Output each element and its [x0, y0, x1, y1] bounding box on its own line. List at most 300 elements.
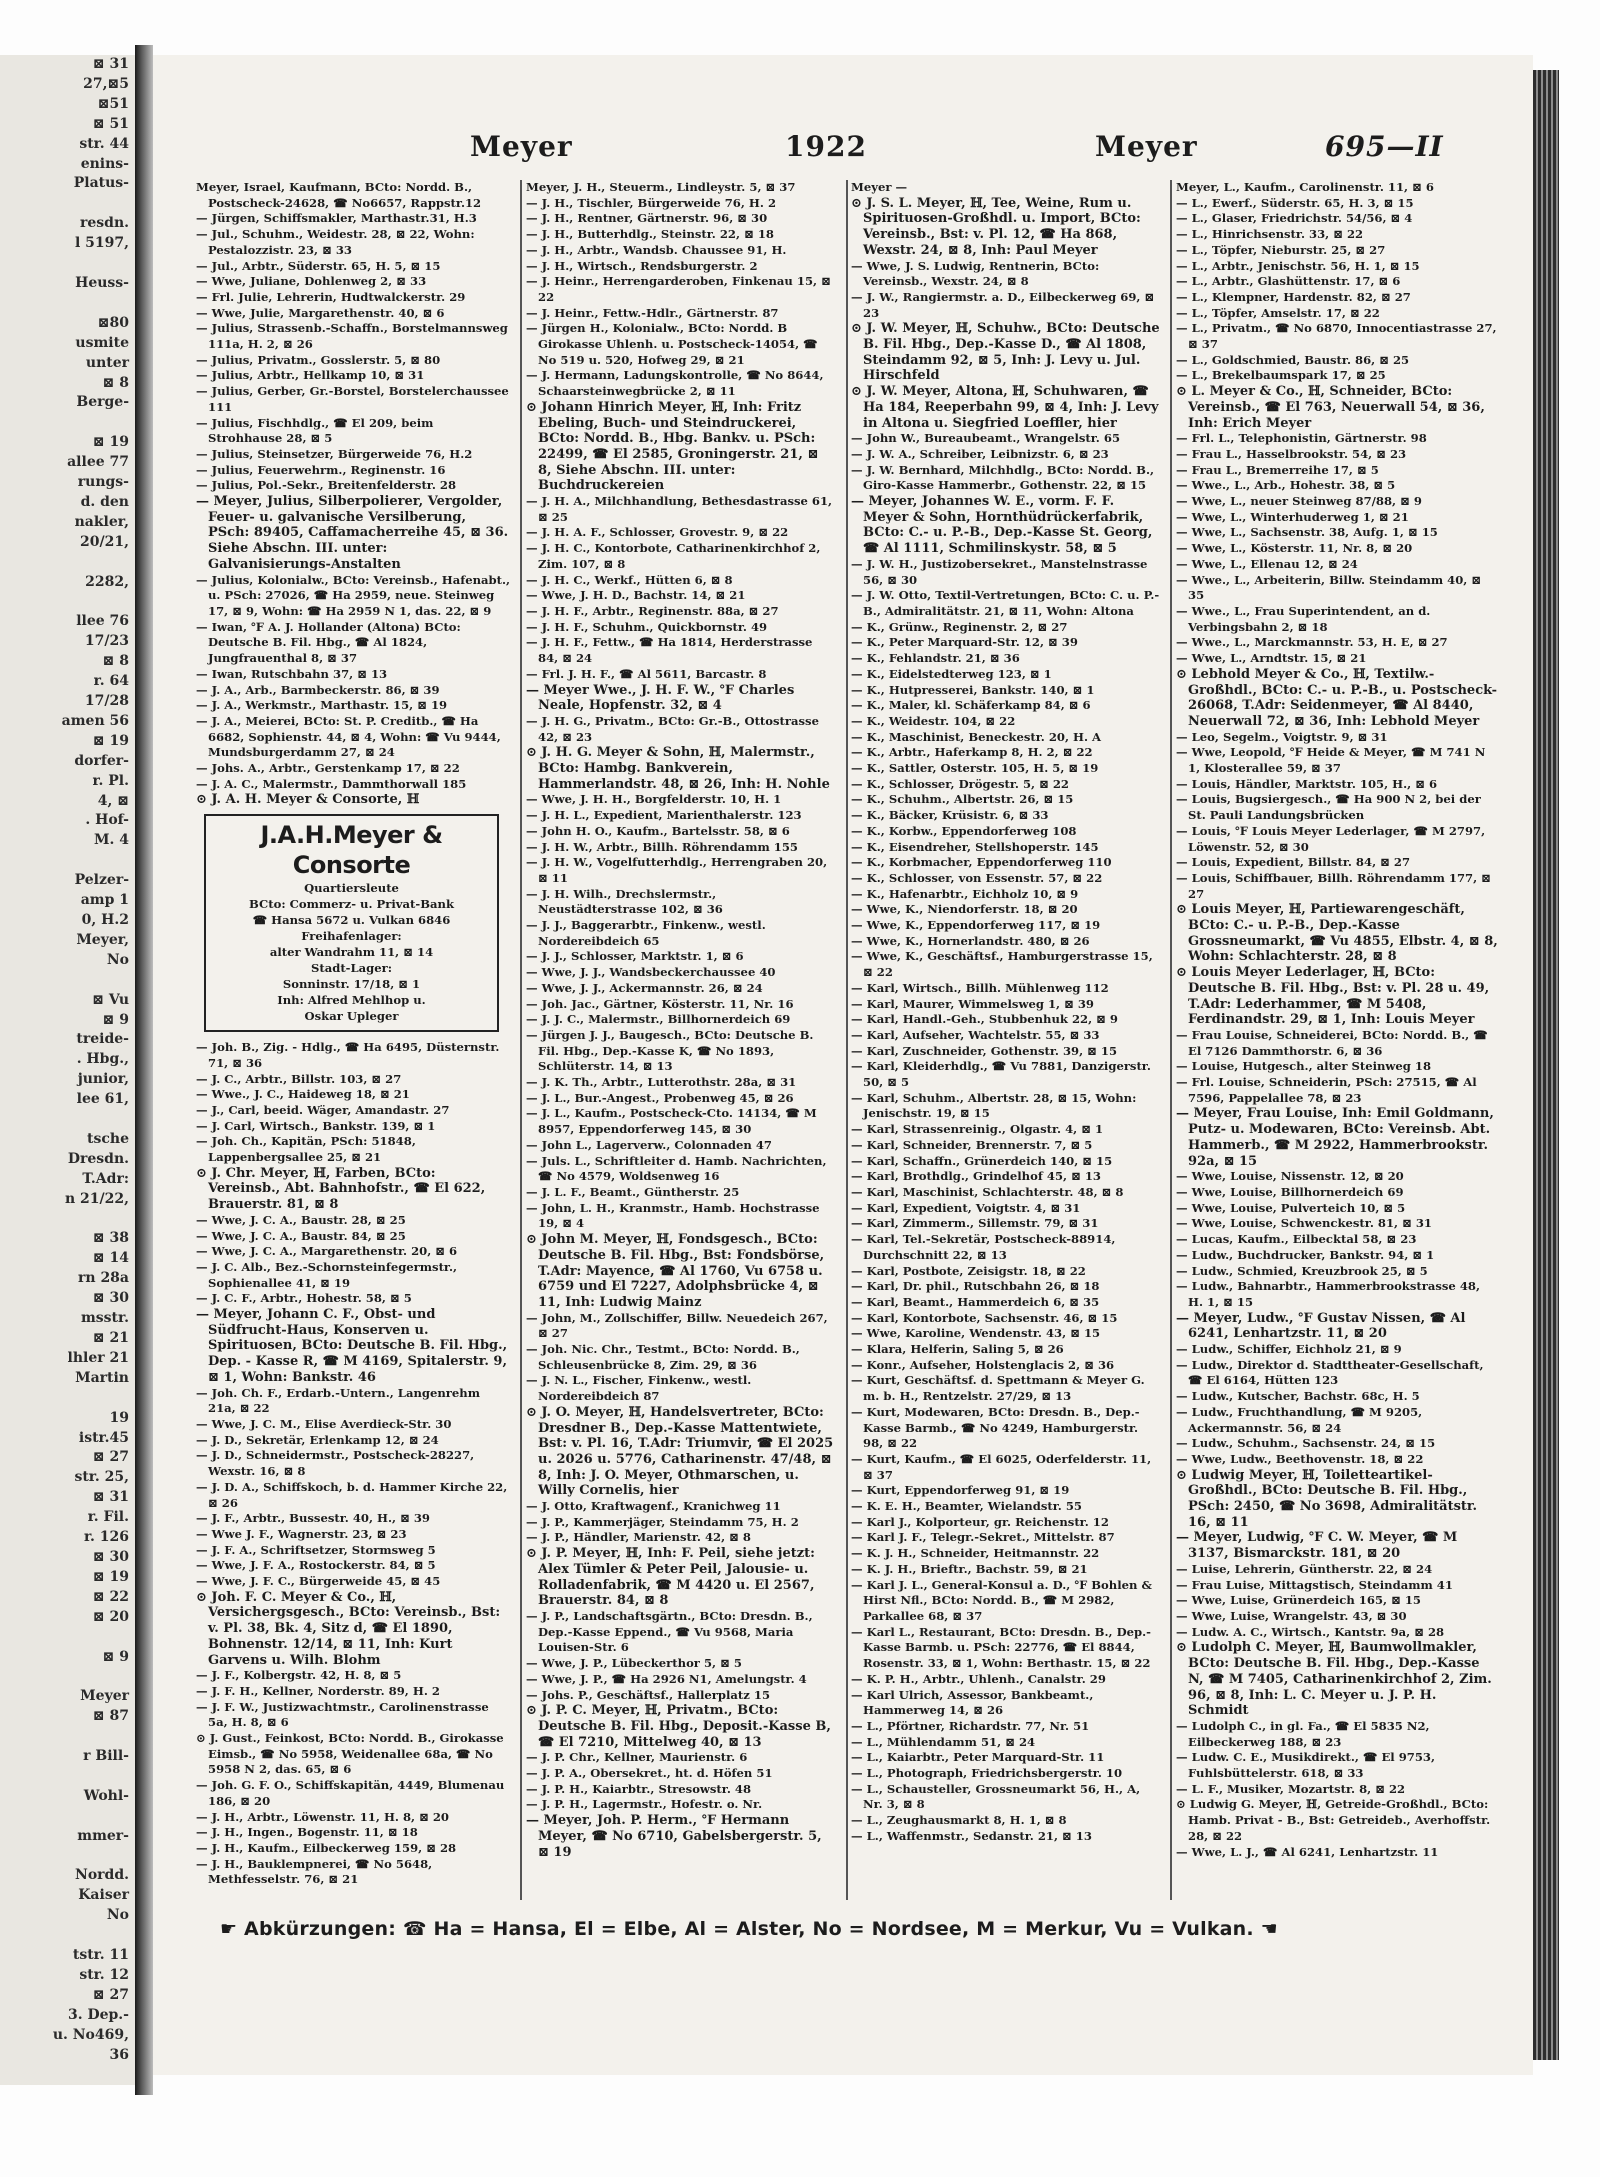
- header-name-right: Meyer: [1095, 130, 1198, 163]
- directory-entry: — L., Arbtr., Jenischstr. 56, H. 1, ⊠ 15: [1176, 258, 1420, 273]
- directory-entry: — K. P. H., Arbtr., Uhlenh., Canalstr. 29: [851, 1671, 1106, 1686]
- directory-entry: — Wwe, K., Hornerlandstr. 480, ⊠ 26: [851, 933, 1090, 948]
- directory-entry: — J. C., Arbtr., Billstr. 103, ⊠ 27: [196, 1071, 402, 1086]
- directory-entry: — Wwe, Juliane, Dohlenweg 2, ⊠ 33: [196, 274, 427, 289]
- previous-page-fragment: r. Pl.: [92, 772, 129, 789]
- directory-entry: — J. H. A., Milchhandlung, Bethesdastrasse 61, ⊠ 25: [526, 494, 833, 524]
- directory-entry: ⊙ Ludwig G. Meyer, ℍ, Getreide-Großhdl., BCto: Hamb. Privat - B., Bst: Getreideb., Averhoffstr. 28, ⊠ 22: [1176, 1797, 1491, 1843]
- previous-page-fragment: ⊠ 19: [92, 434, 129, 451]
- directory-entry: — Joh. Ch., Kapitän, PSch: 51848, Lappenbergsallee 25, ⊠ 21: [196, 1134, 416, 1165]
- directory-entry: — K., Maler, kl. Schäferkamp 84, ⊠ 6: [851, 698, 1091, 713]
- previous-page-fragment: Heuss-: [75, 274, 129, 291]
- directory-entry: — Lucas, Kaufm., Eilbecktal 58, ⊠ 23: [1176, 1232, 1417, 1247]
- firm-entry: ⊙ J. W. Meyer, Altona, ℍ, Schuhwaren, ☎ Ha 184, Reeperbahn 99, ⊠ 4, Inh: J. Levy in Altona u. Siegfried Loeffler, hier: [851, 384, 1159, 431]
- directory-entry: — J. W., Rangiermstr. a. D., Eilbeckerweg 69, ⊠ 23: [851, 289, 1155, 320]
- directory-entry: — Wwe, Louise, Billhornerdeich 69: [1176, 1185, 1404, 1199]
- firm-entry: ⊙ J. Chr. Meyer, ℍ, Farben, BCto: Vereinsb., Abt. Bahnhofstr., ☎ El 622, Brauerstr. 81, ⊠ 8: [196, 1165, 486, 1213]
- previous-page-fragment: n 21/22,: [64, 1190, 129, 1207]
- directory-entry: — Wwe, J. C. A., Baustr. 84, ⊠ 25: [196, 1228, 406, 1243]
- directory-entry: — K., Schlosser, von Essenstr. 57, ⊠ 22: [851, 870, 1103, 885]
- directory-entry: — J. F. A., Schriftsetzer, Stormsweg 5: [196, 1542, 436, 1557]
- directory-entry: — L., Pförtner, Richardstr. 77, Nr. 51: [851, 1718, 1090, 1733]
- directory-entry: — Frau Louise, Schneiderei, BCto: Nordd. B., ☎ El 7126 Dammthorstr. 6, ⊠ 36: [1176, 1027, 1488, 1058]
- directory-entry: — J. H. C., Werkf., Hütten 6, ⊠ 8: [526, 572, 733, 587]
- directory-entry: — L., Mühlendamm 51, ⊠ 24: [851, 1734, 1036, 1749]
- directory-entry: — Jürgen J. J., Baugesch., BCto: Deutsche B. Fil. Hbg., Dep.-Kasse K, ☎ No 1893, Schlüterstr. 14, ⊠ 13: [526, 1027, 814, 1074]
- directory-entry: — Ludw., Schiffer, Eichholz 21, ⊠ 9: [1176, 1342, 1402, 1357]
- directory-entry: — J. W. Otto, Textil-Vertretungen, BCto: C. u. P.-B., Admiralitätstr. 21, ⊠ 11, Wohn: Altona: [851, 588, 1160, 618]
- directory-entry: — Johs. A., Arbtr., Gerstenkamp 17, ⊠ 22: [196, 761, 460, 776]
- directory-entry: — Karl, Maschinist, Schlachterstr. 48, ⊠ 8: [851, 1185, 1124, 1199]
- header-name-left: Meyer: [470, 130, 573, 163]
- directory-entry: — L., Ewerf., Süderstr. 65, H. 3, ⊠ 15: [1176, 195, 1414, 210]
- previous-page-fragment: ⊠ 8: [102, 653, 129, 670]
- directory-entry: — Karl J. L., General-Konsul a. D., ℉ Bohlen & Hirst Nfl., BCto: Nordd. B., ☎ M 2982, Parkallee 68, ⊠ 37: [851, 1577, 1152, 1623]
- directory-entry: — Wwe, L., Ellenau 12, ⊠ 24: [1176, 556, 1358, 571]
- previous-page-fragment: msstr.: [80, 1310, 129, 1327]
- directory-entry: — J. D., Sekretär, Erlenkamp 12, ⊠ 24: [196, 1432, 439, 1447]
- directory-entry: — Jürgen H., Kolonialw., BCto: Nordd. B Girokasse Uhlenh. u. Postscheck-14054, ☎ No 519 u. 520, Hofweg 29, ⊠ 21: [526, 321, 818, 367]
- previous-page-fragment: r Bill-: [83, 1748, 129, 1765]
- previous-page-fragment: ⊠ 31: [92, 1489, 129, 1506]
- directory-entry: — L., Kaiarbtr., Peter Marquard-Str. 11: [851, 1750, 1105, 1765]
- previous-page-fragment: u. No469,: [52, 2026, 129, 2043]
- abbreviations-footer: ☛ Abkürzungen: ☎ Ha = Hansa, El = Elbe, Al = Alster, No = Nordsee, M = Merkur, Vu = Vulkan. ☚: [220, 1918, 1278, 1940]
- directory-entry: — J. Hermann, Ladungskontrolle, ☎ No 8644, Schaarsteinwegbrücke 2, ⊠ 11: [526, 368, 824, 399]
- previous-page-fragment: 17/23: [84, 633, 129, 650]
- previous-page-fragment: Martin: [75, 1369, 129, 1386]
- previous-page-fragment: ⊠ 30: [92, 1290, 129, 1307]
- previous-page-fragment: dorfer-: [74, 752, 129, 769]
- previous-page-fragment: lhler 21: [67, 1349, 129, 1366]
- firm-entry: — Meyer, Ludwig, ℉ C. W. Meyer, ☎ M 3137, Bismarckstr. 181, ⊠ 20: [1176, 1530, 1458, 1562]
- directory-entry: — J. H., Wirtsch., Rendsburgerstr. 2: [526, 258, 758, 273]
- directory-entry: — Wwe, J. F. A., Rostockerstr. 84, ⊠ 5: [196, 1558, 436, 1573]
- previous-page-fragment: rungs-: [77, 474, 129, 491]
- firm-entry: ⊙ John M. Meyer, ℍ, Fondsgesch., BCto: Deutsche B. Fil. Hbg., Bst: Fondsbörse, T.Adr: Mayence, ☎ Al 1760, Vu 6758 u. 6759 und El 7227, Adolphsbrücke 4, ⊠ 11, Inh: Ludwig Mainz: [526, 1232, 825, 1310]
- previous-page-fragment: [0, 592, 135, 612]
- previous-page-fragment: [0, 194, 135, 214]
- directory-entry: — K., Grünw., Reginenstr. 2, ⊠ 27: [851, 619, 1068, 634]
- firm-entry: ⊙ J. A. H. Meyer & Consorte, ℍ: [196, 792, 420, 808]
- directory-entry: — Wwe, J. P., Lübeckerthor 5, ⊠ 5: [526, 1656, 742, 1671]
- directory-entry: — J. D., Schneidermstr., Postscheck-28227, Wexstr. 16, ⊠ 8: [196, 1448, 475, 1479]
- directory-entry: — J. H. Wilh., Drechslermstr., Neustädterstrasse 102, ⊠ 36: [526, 886, 723, 917]
- directory-entry: — Ludw., Bahnarbtr., Hammerbrookstrasse 48, H. 1, ⊠ 15: [1176, 1279, 1480, 1309]
- previous-page-fragment: ⊠80: [97, 314, 129, 331]
- directory-entry: — Karl, Strassenreinig., Olgastr. 4, ⊠ 1: [851, 1122, 1104, 1137]
- previous-page-fragment: tstr. 11: [72, 1947, 129, 1964]
- directory-entry: — Wwe, L., neuer Steinweg 87/88, ⊠ 9: [1176, 494, 1422, 509]
- directory-entry: — J. W. Bernhard, Milchhdlg., BCto: Nordd. B., Giro-Kasse Hammerbr., Gothenstr. 22, ⊠ 15: [851, 462, 1155, 493]
- directory-entry: — Wwe, Ludw., Beethovenstr. 18, ⊠ 22: [1176, 1451, 1424, 1466]
- previous-page-fragment: Nordd.: [75, 1867, 129, 1884]
- directory-entry: — J. J., Schlosser, Marktstr. 1, ⊠ 6: [526, 949, 744, 964]
- directory-entry: — K. E. H., Beamter, Wielandstr. 55: [851, 1499, 1082, 1514]
- directory-entry: — Konr., Aufseher, Holstenglacis 2, ⊠ 36: [851, 1357, 1115, 1372]
- previous-page-fragment: ⊠ 27: [92, 1986, 129, 2003]
- directory-entry: — L., Privatm., ☎ No 6870, Innocentiastrasse 27, ⊠ 37: [1176, 321, 1497, 352]
- directory-entry: — Wwe, J. C. M., Elise Averdieck-Str. 30: [196, 1417, 452, 1431]
- advertisement-line: Sonninstr. 17/18, ⊠ 1: [282, 977, 421, 992]
- directory-entry: — Louis, Bugsiergesch., ☎ Ha 900 N 2, bei der St. Pauli Landungsbrücken: [1176, 792, 1481, 823]
- column-2: [526, 180, 836, 1905]
- firm-entry: — Meyer Wwe., J. H. F. W., ℉ Charles Neale, Hopfenstr. 32, ⊠ 4: [526, 682, 795, 714]
- firm-entry: ⊙ Louis Meyer, ℍ, Partiewarengeschäft, BCto: C.- u. P.-B., Dep.-Kasse Grossneumarkt, ☎ Vu 4855, Elbstr. 4, ⊠ 8, Wohn: Schlachterstr. 28, ⊠ 8: [1176, 902, 1498, 965]
- firm-entry: ⊙ L. Meyer & Co., ℍ, Schneider, BCto: Vereinsb., ☎ El 763, Neuerwall 54, ⊠ 36, Inh: Erich Meyer: [1176, 384, 1485, 431]
- directory-entry: — J. P. H., Lagermstr., Hofestr. o. Nr.: [526, 1797, 763, 1812]
- previous-page-fragment: ⊠ 87: [92, 1708, 129, 1725]
- previous-page-fragment: ⊠ 20: [92, 1608, 129, 1625]
- directory-entry: — K., Sattler, Osterstr. 105, H. 5, ⊠ 19: [851, 761, 1099, 776]
- directory-entry: — J. Otto, Kraftwagenf., Kranichweg 11: [526, 1499, 781, 1514]
- previous-page-fragment: ⊠ Vu: [92, 991, 129, 1008]
- previous-page-fragment: Meyer,: [76, 931, 129, 948]
- directory-entry: — Ludolph C., in gl. Fa., ☎ El 5835 N2, Eilbeckerweg 188, ⊠ 23: [1176, 1718, 1430, 1749]
- directory-entry: — Joh. G. F. O., Schiffskapitän, 4449, Blumenau 186, ⊠ 20: [196, 1778, 505, 1808]
- directory-entry: — Julius, Gerber, Gr.-Borstel, Borstelerchaussee 111: [196, 384, 509, 414]
- directory-entry: — J. J., Baggerarbtr., Finkenw., westl. Nordereibdeich 65: [526, 918, 766, 948]
- directory-entry: — Karl, Zimmerm., Sillemstr. 79, ⊠ 31: [851, 1216, 1099, 1231]
- directory-entry: — J. W. H., Justizobersekret., Manstelnstrasse 56, ⊠ 30: [851, 556, 1148, 587]
- directory-entry: — Karl, Schneider, Brennerstr. 7, ⊠ 5: [851, 1137, 1093, 1152]
- directory-entry: — Frl. Julie, Lehrerin, Hudtwalckerstr. 29: [196, 289, 466, 304]
- column-3: [851, 180, 1161, 1905]
- firm-entry: — Meyer, Joh. P. Herm., ℉ Hermann Meyer, ☎ No 6710, Gabelsbergerstr. 5, ⊠ 19: [526, 1813, 822, 1860]
- advertisement-line: Inh: Alfred Mehlhop u.: [277, 993, 426, 1008]
- firm-entry: ⊙ Lebhold Meyer & Co., ℍ, Textilw.-Großhdl., BCto: C.- u. P.-B., u. Postscheck-26068, T.Adr: Seidenmeyer, ☎ Al 8440, Neuerwall 72, ⊠ 36, Inh: Lebhold Meyer: [1176, 666, 1497, 729]
- previous-page-fragment: [0, 851, 135, 871]
- directory-entry: — L., Schausteller, Grossneumarkt 56, H., A, Nr. 3, ⊠ 8: [851, 1781, 1141, 1812]
- previous-page-fragment: [0, 1110, 135, 1130]
- previous-page-fragment: allee 77: [67, 454, 129, 471]
- directory-entry: — Wwe, Julie, Margarethenstr. 40, ⊠ 6: [196, 305, 445, 320]
- advertisement-line: BCto: Commerz- u. Privat-Bank: [249, 897, 454, 912]
- directory-entry: — Juls. L., Schriftleiter d. Hamb. Nachrichten, ☎ No 4579, Woldsenweg 16: [526, 1153, 827, 1184]
- directory-entry: — Louis, Schiffbauer, Billh. Röhrendamm 177, ⊠ 27: [1176, 870, 1491, 901]
- directory-entry: — J., Carl, beeid. Wäger, Amandastr. 27: [196, 1102, 450, 1117]
- column-1: [196, 180, 511, 1905]
- previous-page-fragment: mmer-: [77, 1827, 129, 1844]
- header-year: 1922: [785, 130, 867, 163]
- directory-entry: — K., Peter Marquard-Str. 12, ⊠ 39: [851, 635, 1078, 650]
- directory-entry: — J. P. H., Kaiarbtr., Stresowstr. 48: [526, 1781, 752, 1796]
- previous-page-fragment: [0, 1926, 135, 1946]
- directory-entry: — J. A., Meierei, BCto: St. P. Creditb., ☎ Ha 6682, Sophienstr. 44, ⊠ 4, Wohn: ☎ Vu 9444, Mundsburgerdamm 27, ⊠ 24: [196, 713, 501, 760]
- directory-entry: — J. P. Chr., Kellner, Maurienstr. 6: [526, 1750, 748, 1765]
- firm-entry: ⊙ J. H. G. Meyer & Sohn, ℍ, Malermstr., BCto: Hambg. Bankverein, Hammerlandstr. 48, ⊠ 26, Inh: H. Nohle: [526, 745, 830, 792]
- directory-entry: — Karl, Handl.-Geh., Stubbenhuk 22, ⊠ 9: [851, 1012, 1119, 1027]
- directory-entry: — J. A. C., Malermstr., Dammthorwall 185: [196, 776, 467, 791]
- directory-entry: — Wwe, K., Niendorferstr. 18, ⊠ 20: [851, 902, 1078, 917]
- previous-page-fragment: [0, 1667, 135, 1687]
- previous-page-fragment: [0, 971, 135, 991]
- directory-entry: Meyer, J. H., Steuerm., Lindleystr. 5, ⊠ 37: [526, 180, 796, 194]
- directory-entry: — Wwe., L., Arb., Hohestr. 38, ⊠ 5: [1176, 478, 1396, 493]
- directory-entry: — Karl L., Restaurant, BCto: Dresdn. B., Dep.-Kasse Barmb. u. PSch: 22776, ☎ El 8844, Rosenstr. 33, ⊠ 1, Wohn: Berthastr. 15, ⊠ 22: [851, 1624, 1151, 1671]
- page-header: [200, 130, 1580, 170]
- previous-page-fragment: [0, 1767, 135, 1787]
- advertisement-line: Quartiersleute: [304, 881, 399, 896]
- previous-page-fragment: 3. Dep.-: [67, 2006, 129, 2023]
- directory-entry: — J. K. Th., Arbtr., Lutterothstr. 28a, ⊠ 31: [526, 1075, 797, 1090]
- previous-page-fragment: str. 44: [79, 135, 129, 152]
- directory-entry: — Ludw. C. E., Musikdirekt., ☎ El 9753, Fuhlsbüttelerstr. 618, ⊠ 33: [1176, 1750, 1436, 1781]
- directory-entry: — John L., Lagerverw., Colonnaden 47: [526, 1137, 772, 1152]
- directory-entry: — Wwe, J. S. Ludwig, Rentnerin, BCto: Vereinsb., Wexstr. 24, ⊠ 8: [851, 258, 1100, 289]
- advertisement-box: [204, 814, 499, 1032]
- column-4: [1176, 180, 1498, 1905]
- previous-page-fragment: ⊠ 30: [92, 1548, 129, 1565]
- previous-page-fragment: T.Adr:: [82, 1170, 129, 1187]
- directory-entry: — J. H. F., Arbtr., Reginenstr. 88a, ⊠ 27: [526, 603, 779, 618]
- directory-entry: — Iwan, ℉ A. J. Hollander (Altona) BCto: Deutsche B. Fil. Hbg., ☎ Al 1824, Jungfrauenthal 8, ⊠ 37: [196, 619, 461, 666]
- previous-page-fragment: ⊠51: [97, 95, 129, 112]
- previous-page-fragment: amp 1: [80, 892, 129, 909]
- directory-entry: — J. H. W., Vogelfutterhdlg., Herrengraben 20, ⊠ 11: [526, 855, 828, 885]
- directory-entry: — K., Schuhm., Albertstr. 26, ⊠ 15: [851, 792, 1074, 807]
- directory-entry: — J. J. C., Malermstr., Billhornerdeich 69: [526, 1012, 791, 1027]
- directory-entry: — Louis, Expedient, Billstr. 84, ⊠ 27: [1176, 855, 1411, 870]
- previous-page-fragment: istr.45: [78, 1429, 129, 1446]
- directory-entry: — Ludw. A. C., Wirtsch., Kantstr. 9a, ⊠ 28: [1176, 1624, 1445, 1639]
- directory-entry: — K., Korbmacher, Eppendorferweg 110: [851, 855, 1112, 870]
- directory-entry: — J. H., Arbtr., Löwenstr. 11, H. 8, ⊠ 20: [196, 1809, 449, 1824]
- directory-entry: — John H. O., Kaufm., Bartelsstr. 58, ⊠ 6: [526, 823, 790, 838]
- directory-entry: — J. H. C., Kontorbote, Catharinenkirchhof 2, Zim. 107, ⊠ 8: [526, 541, 821, 571]
- directory-entry: — J. Carl, Wirtsch., Bankstr. 139, ⊠ 1: [196, 1118, 436, 1133]
- firm-entry: ⊙ J. P. C. Meyer, ℍ, Privatm., BCto: Deutsche B. Fil. Hbg., Deposit.-Kasse B, ☎ El 7210, Mittelweg 40, ⊠ 13: [526, 1703, 831, 1750]
- previous-page-fragment: [0, 1210, 135, 1230]
- directory-entry: — Julius, Pol.-Sekr., Breitenfelderstr. 28: [196, 478, 457, 493]
- directory-entry: — Louis, ℉ Louis Meyer Lederlager, ☎ M 2797, Löwenstr. 52, ⊠ 30: [1176, 823, 1486, 854]
- directory-entry: — Wwe, Leopold, ℉ Heide & Meyer, ☎ M 741 N 1, Klosterallee 59, ⊠ 37: [1176, 745, 1486, 776]
- previous-page-fragment: ⊠ 9: [102, 1011, 129, 1028]
- directory-entry: — Wwe, Luise, Grünerdeich 165, ⊠ 15: [1176, 1593, 1421, 1608]
- directory-entry: — Wwe, K., Geschäftsf., Hamburgerstrasse 15, ⊠ 22: [851, 949, 1153, 980]
- directory-entry: — J. H. F., Schuhm., Quickbornstr. 49: [526, 619, 768, 634]
- directory-entry: — L., Photograph, Friedrichsbergerstr. 10: [851, 1766, 1123, 1781]
- previous-page-fragment: 17/28: [84, 693, 129, 709]
- directory-entry: — J. H. W., Arbtr., Billh. Röhrendamm 155: [526, 839, 798, 854]
- directory-entry: — Wwe, Luise, Wrangelstr. 43, ⊠ 30: [1176, 1608, 1407, 1623]
- previous-page-fragment: unter: [85, 354, 129, 371]
- firm-entry: ⊙ Ludwig Meyer, ℍ, Toiletteartikel-Großhdl., BCto: Deutsche B. Fil. Hbg., PSch: 2450, ☎ No 3698, Admiralitätstr. 16, ⊠ 11: [1176, 1467, 1478, 1530]
- directory-entry: — J. D. A., Schiffskoch, b. d. Hammer Kirche 22, ⊠ 26: [196, 1479, 508, 1510]
- directory-entry: — K. J. H., Brieftr., Bachstr. 59, ⊠ 21: [851, 1561, 1088, 1576]
- previous-page-fragment: . Hof-: [85, 812, 129, 829]
- previous-page-fragment: str. 25,: [74, 1469, 129, 1486]
- firm-entry: ⊙ J. P. Meyer, ℍ, Inh: F. Peil, siehe jetzt: Alex Tümler & Peter Peil, Jalousie- u. Rolladenfabrik, ☎ M 4420 u. El 2567, Brauerstr. 84, ⊠ 8: [526, 1546, 815, 1609]
- directory-entry: — K., Hafenarbtr., Eichholz 10, ⊠ 9: [851, 886, 1079, 901]
- directory-entry: — Julius, Feuerwehrm., Reginenstr. 16: [196, 462, 446, 477]
- directory-entry: — J. L., Bur.-Angest., Probenweg 45, ⊠ 26: [526, 1090, 794, 1105]
- previous-page-fragment: resdn.: [79, 215, 129, 232]
- directory-entry: — Karl, Zuschneider, Gothenstr. 39, ⊠ 15: [851, 1043, 1118, 1058]
- previous-page-fragment: r. 64: [93, 673, 129, 690]
- directory-entry: — L., Hinrichsenstr. 33, ⊠ 22: [1176, 227, 1364, 242]
- previous-page-fragment: enins-: [80, 155, 129, 172]
- directory-entry: — Ludw., Kutscher, Bachstr. 68c, H. 5: [1176, 1389, 1420, 1404]
- directory-entry: — J. P., Händler, Marienstr. 42, ⊠ 8: [526, 1530, 751, 1545]
- directory-entry: — Leo, Segelm., Voigtstr. 9, ⊠ 31: [1176, 729, 1388, 744]
- directory-entry: — Julius, Steinsetzer, Bürgerweide 76, H.2: [196, 446, 473, 461]
- previous-page-fragment: Pelzer-: [74, 872, 129, 889]
- previous-page-fragment: d. den: [80, 493, 129, 510]
- directory-entry: — J. F., Kolbergstr. 42, H. 8, ⊠ 5: [196, 1668, 402, 1683]
- directory-entry: — John, M., Zollschiffer, Billw. Neuedeich 267, ⊠ 27: [526, 1310, 828, 1341]
- directory-entry: — L., Zeughausmarkt 8, H. 1, ⊠ 8: [851, 1813, 1067, 1828]
- previous-page-fragment: ⊠ 19: [92, 1568, 129, 1585]
- page-number: 695—II: [1325, 130, 1444, 163]
- directory-entry: — Wwe, J. F. C., Bürgerweide 45, ⊠ 45: [196, 1574, 441, 1589]
- directory-entry: — Wwe, K., Eppendorferweg 117, ⊠ 19: [851, 918, 1101, 933]
- directory-entry: — Frau L., Hasselbrookstr. 54, ⊠ 23: [1176, 446, 1407, 461]
- directory-entry: — Karl, Maurer, Wimmelsweg 1, ⊠ 39: [851, 996, 1094, 1011]
- directory-entry: — Joh. Ch. F., Erdarb.-Untern., Langenrehm 21a, ⊠ 22: [196, 1385, 480, 1416]
- directory-entry: — Joh. B., Zig. - Hdlg., ☎ Ha 6495, Düsternstr. 71, ⊠ 36: [196, 1040, 500, 1070]
- previous-page-fragment: junior,: [77, 1071, 129, 1088]
- previous-page-fragment: [0, 553, 135, 573]
- previous-page-fragment: ⊠ 21: [92, 1330, 129, 1346]
- directory-entry: — L., Brekelbaumspark 17, ⊠ 25: [1176, 368, 1386, 383]
- previous-page-fragment: 36: [109, 2046, 129, 2063]
- directory-entry: — Wwe, L. J., ☎ Al 6241, Lenhartzstr. 11: [1176, 1844, 1439, 1859]
- directory-entry: — L., Töpfer, Nieburstr. 25, ⊠ 27: [1176, 242, 1386, 257]
- directory-entry: — Karl, Dr. phil., Rutschbahn 26, ⊠ 18: [851, 1279, 1100, 1294]
- previous-page-fragment: [0, 254, 135, 274]
- directory-entry: — Wwe, J. P., ☎ Ha 2926 N1, Amelungstr. 4: [526, 1671, 807, 1686]
- directory-entry: — Wwe, J. J., Wandsbeckerchaussee 40: [526, 965, 776, 980]
- previous-page-fragment: 20/21,: [80, 533, 129, 550]
- firm-entry: ⊙ J. S. L. Meyer, ℍ, Tee, Weine, Rum u. Spirituosen-Großhdl. u. Import, BCto: Vereinsb., Bst: v. Pl. 12, ☎ Ha 868, Wexstr. 24, ⊠ 8, Inh: Paul Meyer: [851, 195, 1141, 258]
- previous-page-fragment: ⊠ 38: [92, 1230, 129, 1247]
- directory-entry: — J. C. F., Arbtr., Hohestr. 58, ⊠ 5: [196, 1291, 412, 1306]
- directory-entry: — Julius, Strassenb.-Schaffn., Borstelmannsweg 111a, H. 2, ⊠ 26: [196, 321, 508, 352]
- previous-page-fragment: ⊠ 9: [102, 1648, 129, 1665]
- directory-entry: — Wwe, Louise, Schwenckestr. 81, ⊠ 31: [1176, 1216, 1432, 1231]
- advertisement-line: Oskar Upleger: [304, 1009, 399, 1024]
- previous-page-fragment: ⊠ 22: [92, 1588, 129, 1605]
- directory-entry: — K., Maschinist, Beneckestr. 20, H. A: [851, 729, 1102, 744]
- directory-entry: — Wwe., L., Marckmannstr. 53, H. E, ⊠ 27: [1176, 635, 1448, 650]
- directory-entry: — Julius, Arbtr., Hellkamp 10, ⊠ 31: [196, 368, 425, 383]
- directory-entry: — Ludw., Direktor d. Stadttheater-Gesellschaft, ☎ El 6164, Hütten 123: [1176, 1357, 1484, 1388]
- directory-entry: — J. Heinr., Herrengarderoben, Finkenau 15, ⊠ 22: [526, 274, 831, 304]
- directory-entry: — L., Glaser, Friedrichstr. 54/56, ⊠ 4: [1176, 211, 1413, 226]
- directory-entry: — K., Korbw., Eppendorferweg 108: [851, 823, 1077, 838]
- directory-entry: — J. H. L., Expedient, Marienthalerstr. 123: [526, 808, 802, 823]
- previous-page-fragment: l 5197,: [74, 235, 129, 252]
- directory-entry: — J. H. G., Privatm., BCto: Gr.-B., Ottostrasse 42, ⊠ 23: [526, 713, 819, 744]
- directory-entry: — Wwe, J. H. H., Borgfelderstr. 10, H. 1: [526, 792, 782, 807]
- directory-entry: — Jürgen, Schiffsmakler, Marthastr.31, H.3: [196, 211, 477, 226]
- firm-entry: ⊙ Joh. F. C. Meyer & Co., ℍ, Versichergsgesch., BCto: Vereinsb., Bst: v. Pl. 38, Bk. 4, Sitz d, ☎ El 1890, Bohnenstr. 12/14, ⊠ 11, Inh: Kurt Garvens u. Wilh. Blohm: [196, 1589, 501, 1668]
- page-stack-edge: [1533, 70, 1559, 2060]
- previous-page-fragment: Meyer: [80, 1688, 129, 1705]
- previous-page-fragment: 0, H.2: [81, 911, 129, 928]
- directory-entry: — K., Hutpresserei, Bankstr. 140, ⊠ 1: [851, 682, 1095, 697]
- directory-entry: — Wwe, Karoline, Wendenstr. 43, ⊠ 15: [851, 1326, 1101, 1341]
- previous-page-fragment: [0, 1847, 135, 1867]
- directory-entry: — Karl, Schaffn., Grünerdeich 140, ⊠ 15: [851, 1153, 1113, 1168]
- previous-page-fragment: [0, 294, 135, 314]
- directory-entry: — Frl. L., Telephonistin, Gärtnerstr. 98: [1176, 431, 1427, 446]
- directory-entry: — Frau L., Bremerreihe 17, ⊠ 5: [1176, 462, 1379, 477]
- directory-entry: — Kurt, Kaufm., ☎ El 6025, Oderfelderstr. 11, ⊠ 37: [851, 1451, 1152, 1482]
- directory-entry: — Julius, Kolonialw., BCto: Vereinsb., Hafenabt., u. PSch: 27026, ☎ Ha 2959, neue. Steinweg 17, ⊠ 9, Wohn: ☎ Ha 2959 N 1, das. 22, ⊠ 9: [196, 572, 511, 618]
- previous-page-fragment: [0, 1389, 135, 1409]
- advertisement-line: Stadt-Lager:: [310, 961, 393, 976]
- previous-page-fragment: [0, 1807, 135, 1827]
- previous-page-fragment: amen 56: [61, 712, 129, 729]
- directory-entry: — Iwan, Rutschbahn 37, ⊠ 13: [196, 666, 388, 681]
- advertisement-title: J.A.H.Meyer & Consorte: [260, 821, 443, 880]
- firm-entry: ⊙ J. O. Meyer, ℍ, Handelsvertreter, BCto: Dresdner B., Dep.-Kasse Mattentwiete, Bst: v. Pl. 16, T.Adr: Triumvir, ☎ El 2025 u. 2026 u. 5776, Catharinenstr. 47/48, ⊠ 8, Inh: J. O. Meyer, Othmarschen, u. Willy Cornelis, hier: [526, 1404, 834, 1499]
- firm-entry: — Meyer, Frau Louise, Inh: Emil Goldmann, Putz- u. Modewaren, BCto: Vereinsb. Abt. Hammerb., ☎ M 2922, Hammerbrookstr. 92a, ⊠ 15: [1176, 1106, 1494, 1169]
- advertisement-line: alter Wandrahm 11, ⊠ 14: [269, 945, 434, 960]
- firm-entry: — Meyer, Ludw., ℉ Gustav Nissen, ☎ Al 6241, Lenhartzstr. 11, ⊠ 20: [1176, 1310, 1466, 1342]
- directory-entry: — J. P. A., Obersekret., ht. d. Höfen 51: [526, 1766, 773, 1781]
- directory-entry: — Wwe., J. C., Haideweg 18, ⊠ 21: [196, 1087, 410, 1102]
- directory-entry: — Wwe, J. J., Ackermannstr. 26, ⊠ 24: [526, 980, 763, 995]
- previous-page-fragment: ⊠ 31: [92, 56, 129, 72]
- previous-page-fragment: r. Fil.: [87, 1509, 129, 1526]
- directory-entry: — K., Weidestr. 104, ⊠ 22: [851, 713, 1016, 728]
- previous-page-fragment: rn 28a: [78, 1270, 129, 1287]
- previous-page-fragment: llee 76: [76, 613, 129, 630]
- directory-entry: — J. H. F., Fettw., ☎ Ha 1814, Herderstrasse 84, ⊠ 24: [526, 635, 813, 666]
- directory-entry: — Karl, Postbote, Zeisigstr. 18, ⊠ 22: [851, 1263, 1086, 1278]
- directory-entry: — L., Goldschmied, Baustr. 86, ⊠ 25: [1176, 352, 1410, 367]
- directory-entry: — Ludw., Fruchthandlung, ☎ M 9205, Ackermannstr. 56, ⊠ 24: [1176, 1404, 1423, 1435]
- previous-page-fragment: Platus-: [73, 175, 129, 192]
- previous-page-fragment: nakler,: [74, 513, 129, 530]
- firm-entry: ⊙ Johann Hinrich Meyer, ℍ, Inh: Fritz Ebeling, Buch- und Steindruckerei, BCto: Nordd. B., Hbg. Bankv. u. PSch: 22499, ☎ El 2585, Groningerstr. 21, ⊠ 8, Siehe Abschn. III. unter: Buchdruckereien: [526, 399, 819, 494]
- directory-entry: — J. H., Tischler, Bürgerweide 76, H. 2: [526, 195, 777, 210]
- directory-entry: — Louise, Hutgesch., alter Steinweg 18: [1176, 1059, 1432, 1074]
- directory-entry: — L., Arbtr., Glashüttenstr. 17, ⊠ 6: [1176, 274, 1401, 289]
- previous-page-fragment: No: [106, 1907, 129, 1924]
- directory-entry: — L., Töpfer, Amselstr. 17, ⊠ 22: [1176, 305, 1380, 320]
- directory-entry: — Wwe, Louise, Nissenstr. 12, ⊠ 20: [1176, 1169, 1404, 1184]
- directory-entry: — Karl, Kleiderhdlg., ☎ Vu 7881, Danzigerstr. 50, ⊠ 5: [851, 1059, 1151, 1090]
- directory-entry: — Klara, Helferin, Saling 5, ⊠ 26: [851, 1342, 1064, 1357]
- previous-page-fragment: 27,⊠5: [83, 75, 129, 92]
- directory-entry: — L., Klempner, Hardenstr. 82, ⊠ 27: [1176, 289, 1411, 304]
- firm-entry: ⊙ Ludolph C. Meyer, ℍ, Baumwollmakler, BCto: Deutsche B. Fil. Hbg., Dep.-Kasse N, ☎ M 7405, Catharinenkirchhof 2, Zim. 96, ⊠ 8, Inh: L. C. Meyer u. J. P. H. Schmidt: [1176, 1640, 1492, 1719]
- directory-entry: — J. F., Arbtr., Bussestr. 40, H., ⊠ 39: [196, 1511, 430, 1526]
- directory-entry: — Johs. P., Geschäftsf., Hallerplatz 15: [526, 1687, 771, 1702]
- advertisement-line: Freihafenlager:: [301, 929, 402, 944]
- directory-entry: — Wwe, J. H. D., Bachstr. 14, ⊠ 21: [526, 588, 746, 603]
- previous-page-fragment: treide-: [76, 1031, 129, 1048]
- directory-entry: — Ludw., Schuhm., Sachsenstr. 24, ⊠ 15: [1176, 1436, 1436, 1451]
- firm-entry: — Meyer, Johannes W. E., vorm. F. F. Meyer & Sohn, Hornthüdrückerfabrik, BCto: C.- u. P.-B., Dep.-Kasse St. Georg, ☎ Al 1111, Schmilinskystr. 58, ⊠ 5: [851, 494, 1153, 557]
- directory-entry: — K., Bäcker, Krüsistr. 6, ⊠ 33: [851, 808, 1049, 823]
- previous-page-fragment: usmite: [75, 334, 129, 351]
- directory-entry: — Wwe., L., Arbeiterin, Billw. Steindamm 40, ⊠ 35: [1176, 572, 1482, 603]
- directory-entry: — Jul., Schuhm., Weidestr. 28, ⊠ 22, Wohn: Pestalozzistr. 23, ⊠ 33: [196, 227, 475, 257]
- directory-entry: Meyer —: [851, 180, 908, 194]
- directory-entry: — J. F. W., Justizwachtmstr., Carolinenstrasse 5a, H. 8, ⊠ 6: [196, 1699, 489, 1730]
- directory-entry: — L., Waffenmstr., Sedanstr. 21, ⊠ 13: [851, 1828, 1092, 1843]
- firm-entry: ⊙ J. W. Meyer, ℍ, Schuhw., BCto: Deutsche B. Fil. Hbg., Dep.-Kasse D., ☎ Al 1808, Steindamm 92, ⊠ 5, Inh: J. Levy u. Jul. Hirschfeld: [851, 321, 1160, 384]
- previous-page-fragment: Wohl-: [83, 1787, 129, 1804]
- directory-entry: — J. W. A., Schreiber, Leibnizstr. 6, ⊠ 23: [851, 446, 1109, 461]
- directory-entry: Meyer, Israel, Kaufmann, BCto: Nordd. B., Postscheck-24628, ☎ No6657, Rappstr.12: [196, 180, 482, 210]
- directory-entry: — Karl, Brothdlg., Grindelhof 45, ⊠ 13: [851, 1169, 1101, 1184]
